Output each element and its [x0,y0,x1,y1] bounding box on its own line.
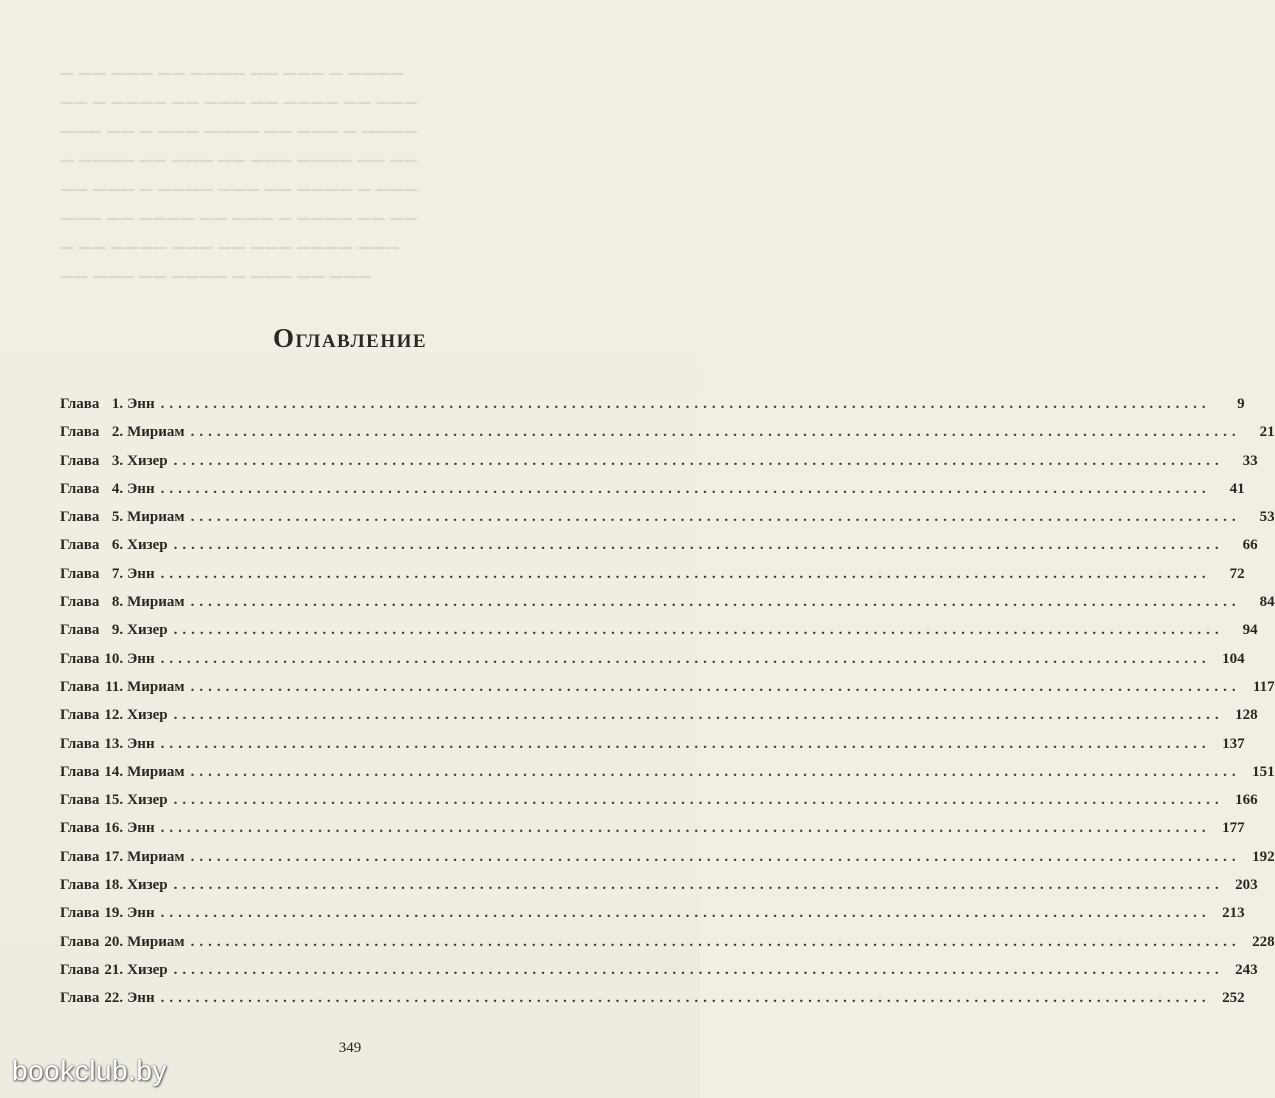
chapter-prefix: Глава [60,678,100,695]
chapter-page-number: 203 [1235,877,1258,894]
chapter-page-number: 53 [1259,509,1275,526]
chapter-label [60,396,155,413]
chapter-name: Мириам [127,678,185,695]
chapter-separator: . [119,622,124,639]
chapter-separator: . [119,877,124,894]
chapter-separator: . [119,678,124,695]
chapter-number: 7 [111,565,120,582]
chapter-separator: . [119,452,124,469]
dot-leader: ........................................................................................................................ [160,905,1211,922]
chapter-number: 22 [104,990,120,1007]
chapter-label [60,792,168,809]
chapter-prefix: Глава [60,792,100,809]
chapter-name: Энн [127,990,155,1007]
chapter-name: Энн [127,650,155,667]
dot-leader: ........................................................................................................................ [190,509,1241,526]
chapter-separator: . [119,792,124,809]
chapter-name: Энн [127,396,155,412]
chapter-prefix: Глава [60,622,100,639]
chapter-page-number: 9 [1237,396,1245,412]
chapter-page-number: 21 [1259,424,1275,441]
chapter-separator: . [119,509,124,526]
chapter-separator: . [119,650,124,667]
chapter-prefix: Глава [60,537,100,554]
bleed-line: ——— —— ———— —— ——— — ———— —— —— [60,211,418,227]
chapter-name: Энн [127,820,155,837]
chapter-number: 5 [111,509,120,526]
chapter-page-number: 252 [1222,990,1245,1007]
chapter-page-number: 72 [1229,565,1245,582]
chapter-label [60,509,185,526]
dot-leader: ........................................................................................................................ [190,424,1241,441]
toc-entry [60,509,1275,537]
dot-leader: ........................................................................................................................ [173,452,1224,469]
chapter-name: Мириам [127,933,185,950]
bleed-line: — —— ——— —— ———— —— ——— — ———— [60,66,404,82]
toc-entry [60,678,1275,707]
chapter-page-number: 151 [1252,763,1275,780]
chapter-separator: . [119,990,124,1007]
chapter-number: 6 [111,537,120,554]
toc-entry [60,396,1245,424]
toc-entry [60,537,1258,565]
chapter-page-number: 128 [1235,707,1258,724]
toc-entry [60,933,1275,962]
chapter-page-number: 243 [1235,961,1258,978]
chapter-number: 11 [105,678,120,695]
chapter-name: Мириам [127,848,185,865]
dot-leader: ........................................................................................................................ [160,990,1211,1007]
chapter-number: 1 [111,396,120,412]
page-title: Оглавление [272,323,428,354]
chapter-label [60,424,185,441]
chapter-page-number: 166 [1235,792,1258,809]
chapter-prefix: Глава [60,452,100,469]
dot-leader: ........................................................................................................................ [190,594,1241,611]
toc-entry [60,707,1258,735]
chapter-number: 17 [104,848,120,865]
chapter-prefix: Глава [60,961,100,978]
chapter-page-number: 104 [1222,650,1245,667]
chapter-name: Мириам [127,424,185,441]
chapter-number: 3 [111,452,120,469]
bleed-line: —— ——— —— ———— — ——— —— ——— [60,269,372,285]
dot-leader: ........................................................................................................................ [173,792,1224,809]
chapter-name: Хизер [127,707,168,724]
chapter-label [60,905,155,922]
dot-leader: ........................................................................................................................ [190,848,1241,865]
chapter-separator: . [119,424,124,441]
chapter-number: 14 [104,763,120,780]
chapter-separator: . [119,735,124,752]
chapter-separator: . [119,905,124,922]
chapter-separator: . [119,537,124,554]
bleed-line: —— ——— — ———— ——— —— ———— — ——— [60,182,418,198]
chapter-label [60,707,168,724]
chapter-label [60,820,155,837]
toc-entry [60,961,1258,990]
toc-entry [60,877,1258,905]
dot-leader: ........................................................................................................................ [160,650,1211,667]
chapter-page-number: 66 [1242,537,1258,554]
chapter-number: 9 [111,622,120,639]
chapter-prefix: Глава [60,735,100,752]
bleed-through-texture [60,60,660,300]
chapter-name: Мириам [127,594,185,611]
chapter-prefix: Глава [60,509,100,526]
chapter-page-number: 213 [1222,905,1245,922]
chapter-separator: . [119,396,124,412]
toc-entry [60,848,1275,877]
chapter-number: 12 [104,707,120,724]
bleed-line: — —— ———— ——— —— ——— ———— ——— [60,240,400,256]
chapter-label [60,934,185,951]
chapter-name: Мириам [127,509,185,526]
toc-entry [60,990,1245,1018]
chapter-page-number: 41 [1229,480,1245,497]
toc-entry [60,480,1245,509]
dot-leader: ........................................................................................................................ [190,933,1241,950]
chapter-label [60,962,168,979]
toc-entry [60,905,1245,933]
chapter-separator: . [119,820,124,837]
chapter-prefix: Глава [60,905,100,922]
chapter-number: 10 [104,650,120,667]
chapter-separator: . [119,565,124,582]
toc-entry [60,565,1245,594]
toc-entry [60,792,1258,820]
chapter-page-number: 137 [1222,735,1245,752]
chapter-prefix: Глава [60,594,100,611]
bleed-line: — ———— —— ——— —— ——— ———— —— —— [60,153,418,169]
chapter-page-number: 117 [1252,678,1275,695]
chapter-label [60,481,155,498]
chapter-number: 16 [104,820,120,837]
chapter-prefix: Глава [60,480,100,497]
chapter-label [60,651,155,668]
chapter-number: 20 [104,933,120,950]
bleed-line: ——— —— — ——— ———— —— ——— — ———— [60,124,418,140]
dot-leader: ........................................................................................................................ [190,763,1241,780]
dot-leader: ........................................................................................................................ [160,565,1211,582]
toc-entry [60,820,1245,848]
toc-entry [60,622,1258,650]
chapter-page-number: 33 [1242,452,1258,469]
chapter-separator: . [119,594,124,611]
chapter-prefix: Глава [60,848,100,865]
page-number: 349 [338,1040,362,1056]
chapter-label [60,594,185,611]
toc-entry [60,763,1275,792]
chapter-label [60,990,155,1007]
chapter-name: Энн [127,565,155,582]
chapter-page-number: 94 [1242,622,1258,639]
dot-leader: ........................................................................................................................ [160,480,1211,497]
chapter-label [60,849,185,866]
dot-leader: ........................................................................................................................ [173,707,1224,724]
chapter-separator: . [119,961,124,978]
chapter-label [60,736,155,753]
chapter-name: Хизер [127,622,168,639]
chapter-number: 2 [111,424,120,441]
chapter-number: 4 [111,480,120,497]
chapter-prefix: Глава [60,820,100,837]
chapter-page-number: 192 [1252,848,1275,865]
dot-leader: ........................................................................................................................ [173,961,1224,978]
chapter-name: Энн [127,735,155,752]
dot-leader: ........................................................................................................................ [160,735,1211,752]
chapter-page-number: 177 [1222,820,1245,837]
watermark-logo: bookclub.by [12,1055,167,1086]
chapter-prefix: Глава [60,707,100,724]
dot-leader: ........................................................................................................................ [173,877,1224,894]
chapter-prefix: Глава [60,990,100,1007]
chapter-label [60,453,168,470]
chapter-name: Хизер [127,961,168,978]
chapter-separator: . [119,480,124,497]
chapter-prefix: Глава [60,877,100,894]
dot-leader: ........................................................................................................................ [160,820,1211,837]
table-of-contents [60,396,1275,1019]
chapter-name: Хизер [127,877,168,894]
chapter-label [60,877,168,894]
chapter-prefix: Глава [60,424,100,441]
chapter-prefix: Глава [60,396,100,412]
chapter-prefix: Глава [60,763,100,780]
chapter-number: 18 [104,877,120,894]
chapter-name: Хизер [127,452,168,469]
toc-entry [60,735,1245,764]
chapter-separator: . [119,848,124,865]
chapter-prefix: Глава [60,565,100,582]
dot-leader: ........................................................................................................................ [190,678,1241,695]
toc-entry [60,452,1258,481]
chapter-label [60,679,185,696]
chapter-label [60,566,155,583]
toc-entry [60,424,1275,452]
chapter-name: Хизер [127,537,168,554]
chapter-label [60,764,185,781]
chapter-label [60,537,168,554]
chapter-page-number: 228 [1252,933,1275,950]
chapter-number: 8 [111,594,120,611]
chapter-name: Хизер [127,792,168,809]
bleed-line: —— — ———— —— ——— —— ———— —— ——— [60,95,418,111]
toc-entry [60,594,1275,622]
chapter-number: 21 [104,961,120,978]
chapter-separator: . [119,707,124,724]
dot-leader: ........................................................................................................................ [173,622,1224,639]
chapter-name: Энн [127,480,155,497]
chapter-name: Мириам [127,763,185,780]
dot-leader: ........................................................................................................................ [173,537,1224,554]
chapter-separator: . [119,933,124,950]
chapter-number: 19 [104,905,120,922]
chapter-prefix: Глава [60,933,100,950]
toc-entry [60,650,1245,679]
chapter-separator: . [119,763,124,780]
chapter-label [60,622,168,639]
dot-leader: ........................................................................................................................ [160,396,1211,412]
chapter-number: 15 [104,792,120,809]
chapter-page-number: 84 [1259,594,1275,611]
chapter-number: 13 [104,735,120,752]
chapter-prefix: Глава [60,650,100,667]
chapter-name: Энн [127,905,155,922]
